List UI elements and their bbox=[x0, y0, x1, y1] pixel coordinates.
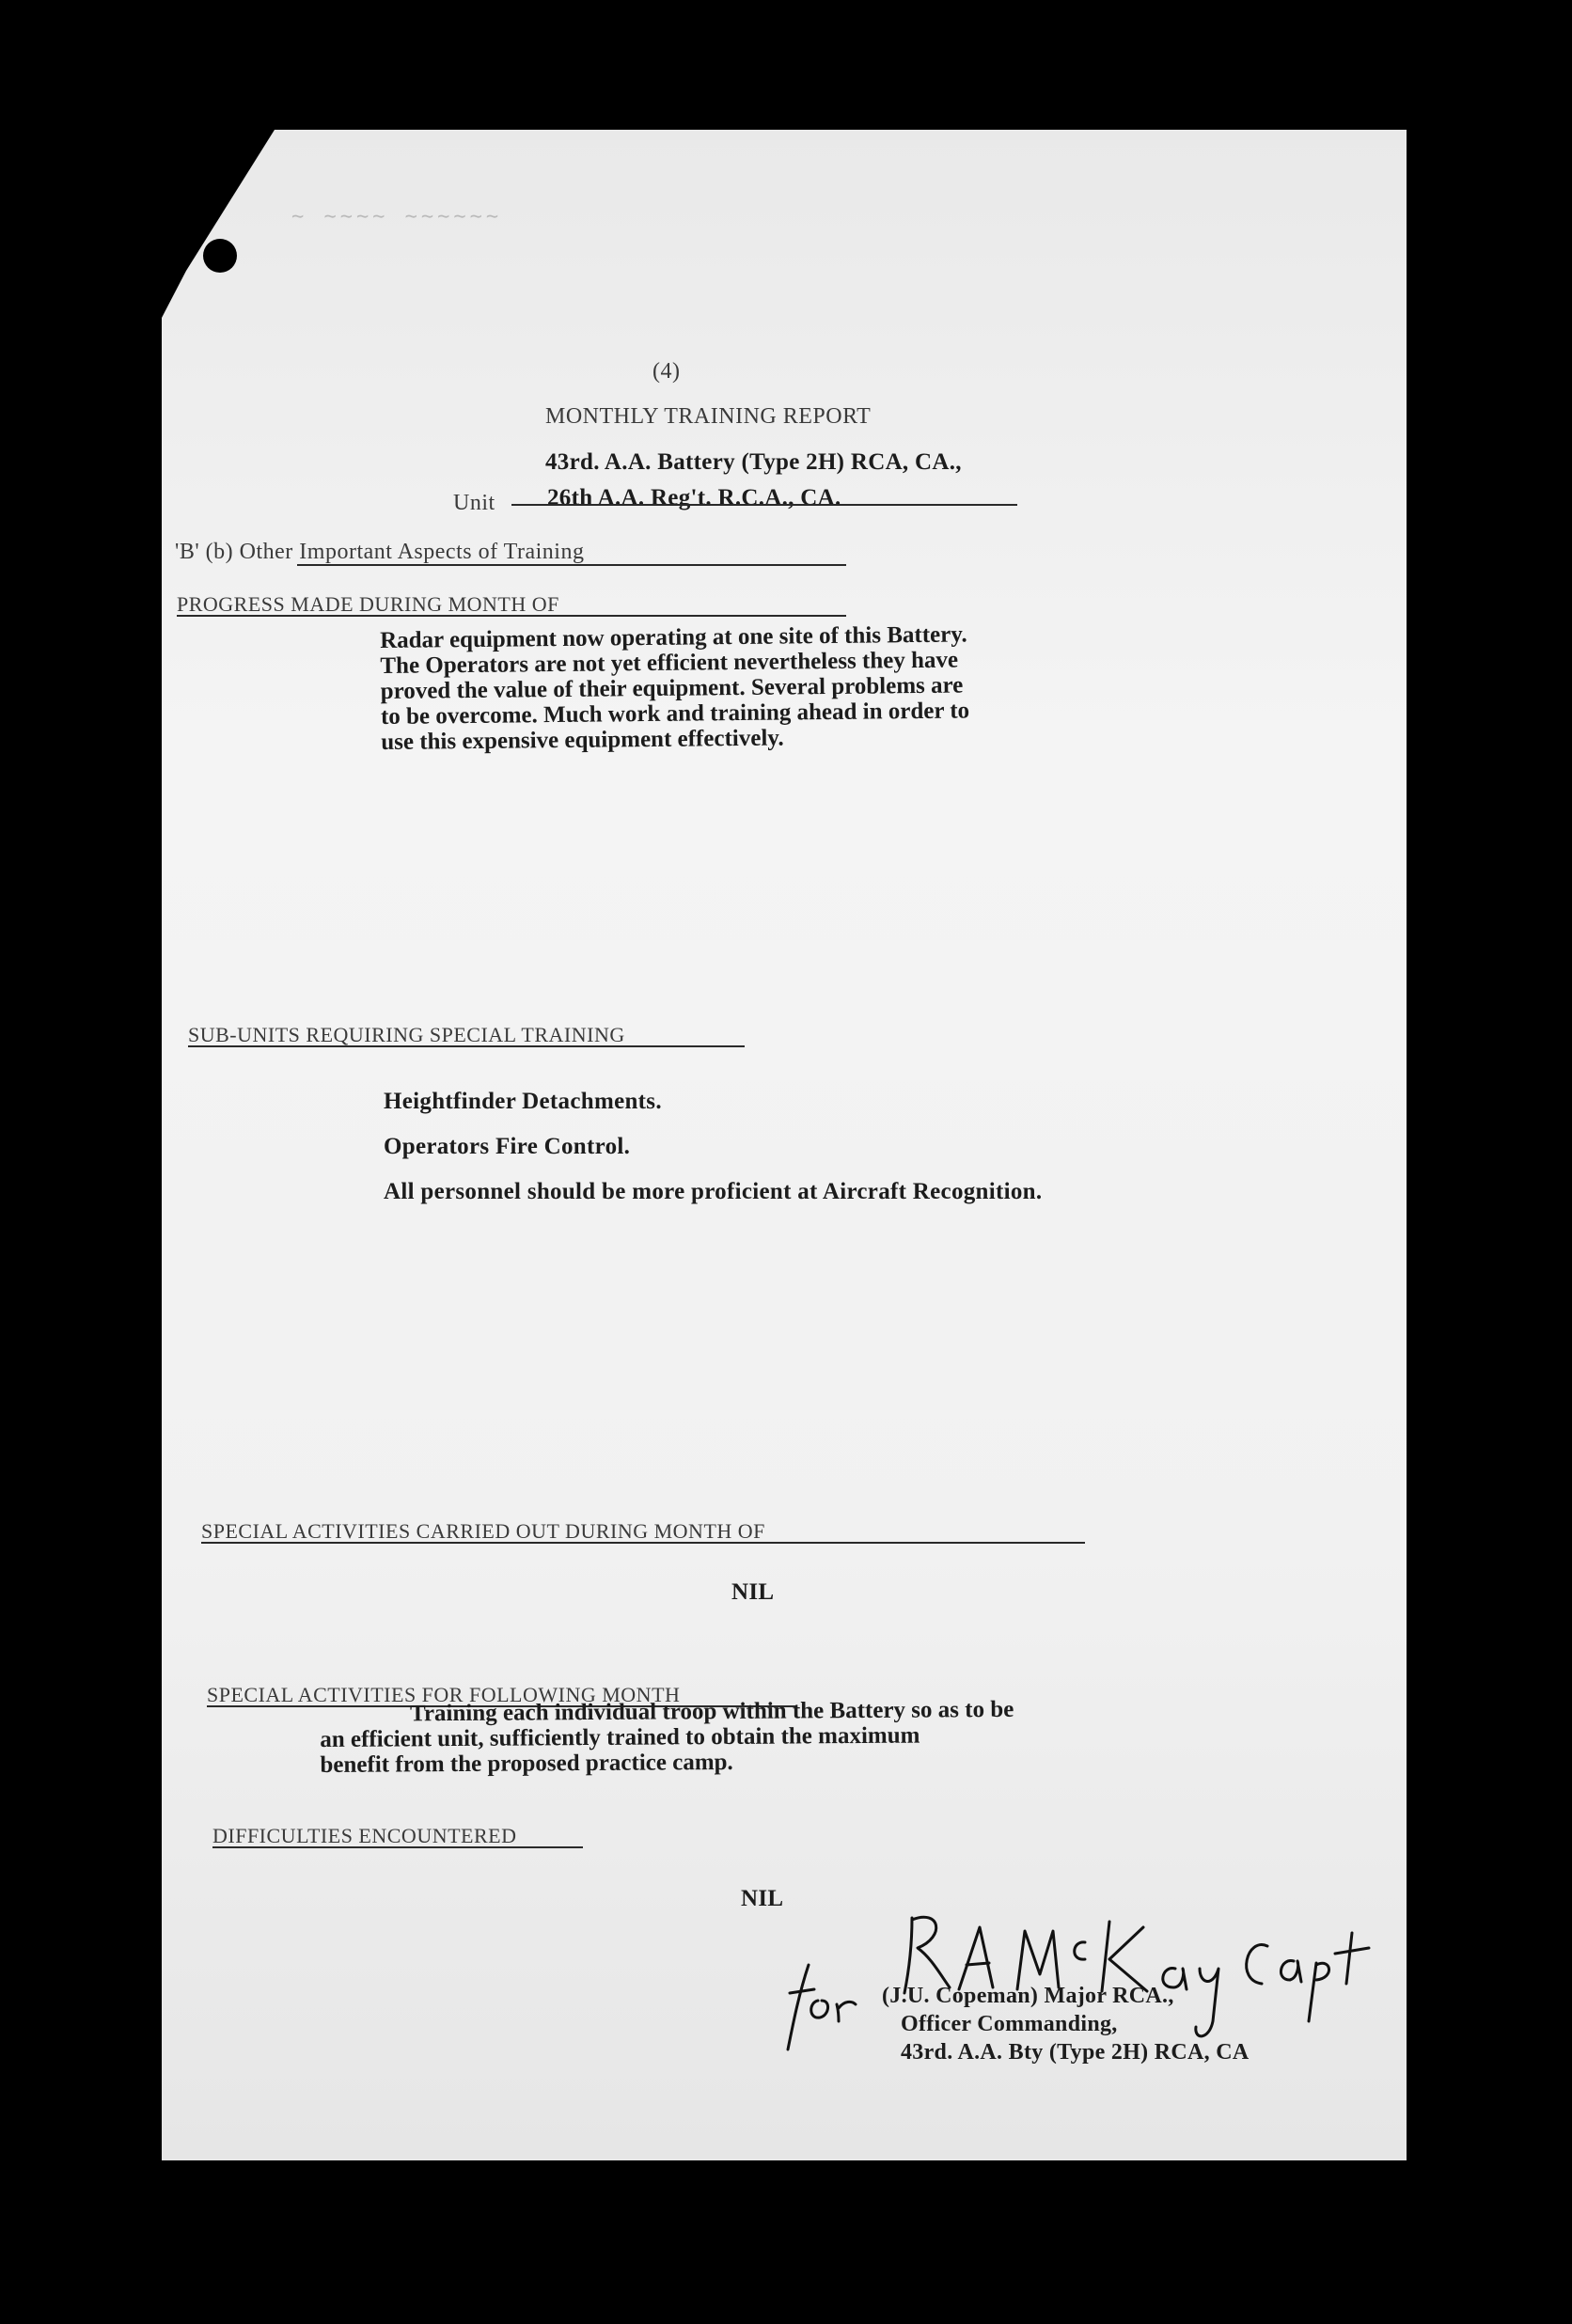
report-title: MONTHLY TRAINING REPORT bbox=[545, 404, 872, 429]
following-month-line: Training each individual troop within the Battery so as to be bbox=[409, 1696, 1014, 1727]
progress-line: Radar equipment now operating at one site of this Battery. bbox=[380, 621, 967, 653]
sub-unit-item: Heightfinder Detachments. bbox=[384, 1089, 662, 1114]
progress-line: to be overcome. Much work and training ahead in order to bbox=[380, 698, 970, 730]
signatory-name: (J.U. Copeman) Major RCA., bbox=[882, 1984, 1174, 2008]
sub-unit-item: All personnel should be more proficient at Aircraft Recognition. bbox=[384, 1179, 1043, 1204]
progress-heading: PROGRESS MADE DURING MONTH OF bbox=[177, 592, 559, 616]
difficulties-heading: DIFFICULTIES ENCOUNTERED bbox=[212, 1824, 517, 1847]
following-month-paragraph bbox=[320, 1697, 1014, 1778]
signatory-unit: 43rd. A.A. Bty (Type 2H) RCA, CA bbox=[901, 2040, 1250, 2065]
unit-line-2: 26th A.A. Reg't. R.C.A., CA. bbox=[547, 485, 841, 510]
difficulties-underline bbox=[212, 1846, 583, 1848]
section-b-label: 'B' (b) Other Important Aspects of Training bbox=[175, 540, 585, 564]
unit-underline bbox=[511, 504, 1017, 506]
special-activities-heading: SPECIAL ACTIVITIES CARRIED OUT DURING MONTH OF bbox=[201, 1519, 765, 1543]
unit-label: Unit bbox=[453, 491, 495, 515]
page-number: (4) bbox=[652, 359, 681, 384]
following-month-line: an efficient unit, sufficiently trained to obtain the maximum bbox=[320, 1722, 920, 1752]
signatory-title: Officer Commanding, bbox=[901, 2012, 1118, 2036]
progress-paragraph bbox=[380, 621, 970, 755]
sub-units-heading: SUB-UNITS REQUIRING SPECIAL TRAINING bbox=[188, 1023, 625, 1046]
faint-bleed-through: ∼ ∼∼∼∼ ∼∼∼∼∼∼ bbox=[291, 206, 503, 229]
progress-line: proved the value of their equipment. Several problems are bbox=[380, 672, 964, 704]
following-month-heading: SPECIAL ACTIVITIES FOR FOLLOWING MONTH bbox=[207, 1683, 681, 1706]
progress-line: The Operators are not yet efficient nevertheless they have bbox=[380, 647, 959, 679]
sub-unit-item: Operators Fire Control. bbox=[384, 1134, 631, 1159]
sub-units-underline bbox=[188, 1045, 745, 1047]
special-activities-value: NIL bbox=[731, 1579, 775, 1605]
special-activities-underline bbox=[201, 1542, 1085, 1544]
section-b-underline bbox=[297, 564, 846, 566]
progress-underline bbox=[177, 615, 846, 617]
progress-line: use this expensive equipment effectively. bbox=[381, 725, 784, 755]
punch-hole bbox=[203, 239, 237, 273]
unit-line-1: 43rd. A.A. Battery (Type 2H) RCA, CA., bbox=[545, 449, 962, 475]
following-month-line: benefit from the proposed practice camp. bbox=[320, 1749, 733, 1778]
document-page bbox=[162, 130, 1407, 2160]
difficulties-value: NIL bbox=[741, 1886, 784, 1911]
